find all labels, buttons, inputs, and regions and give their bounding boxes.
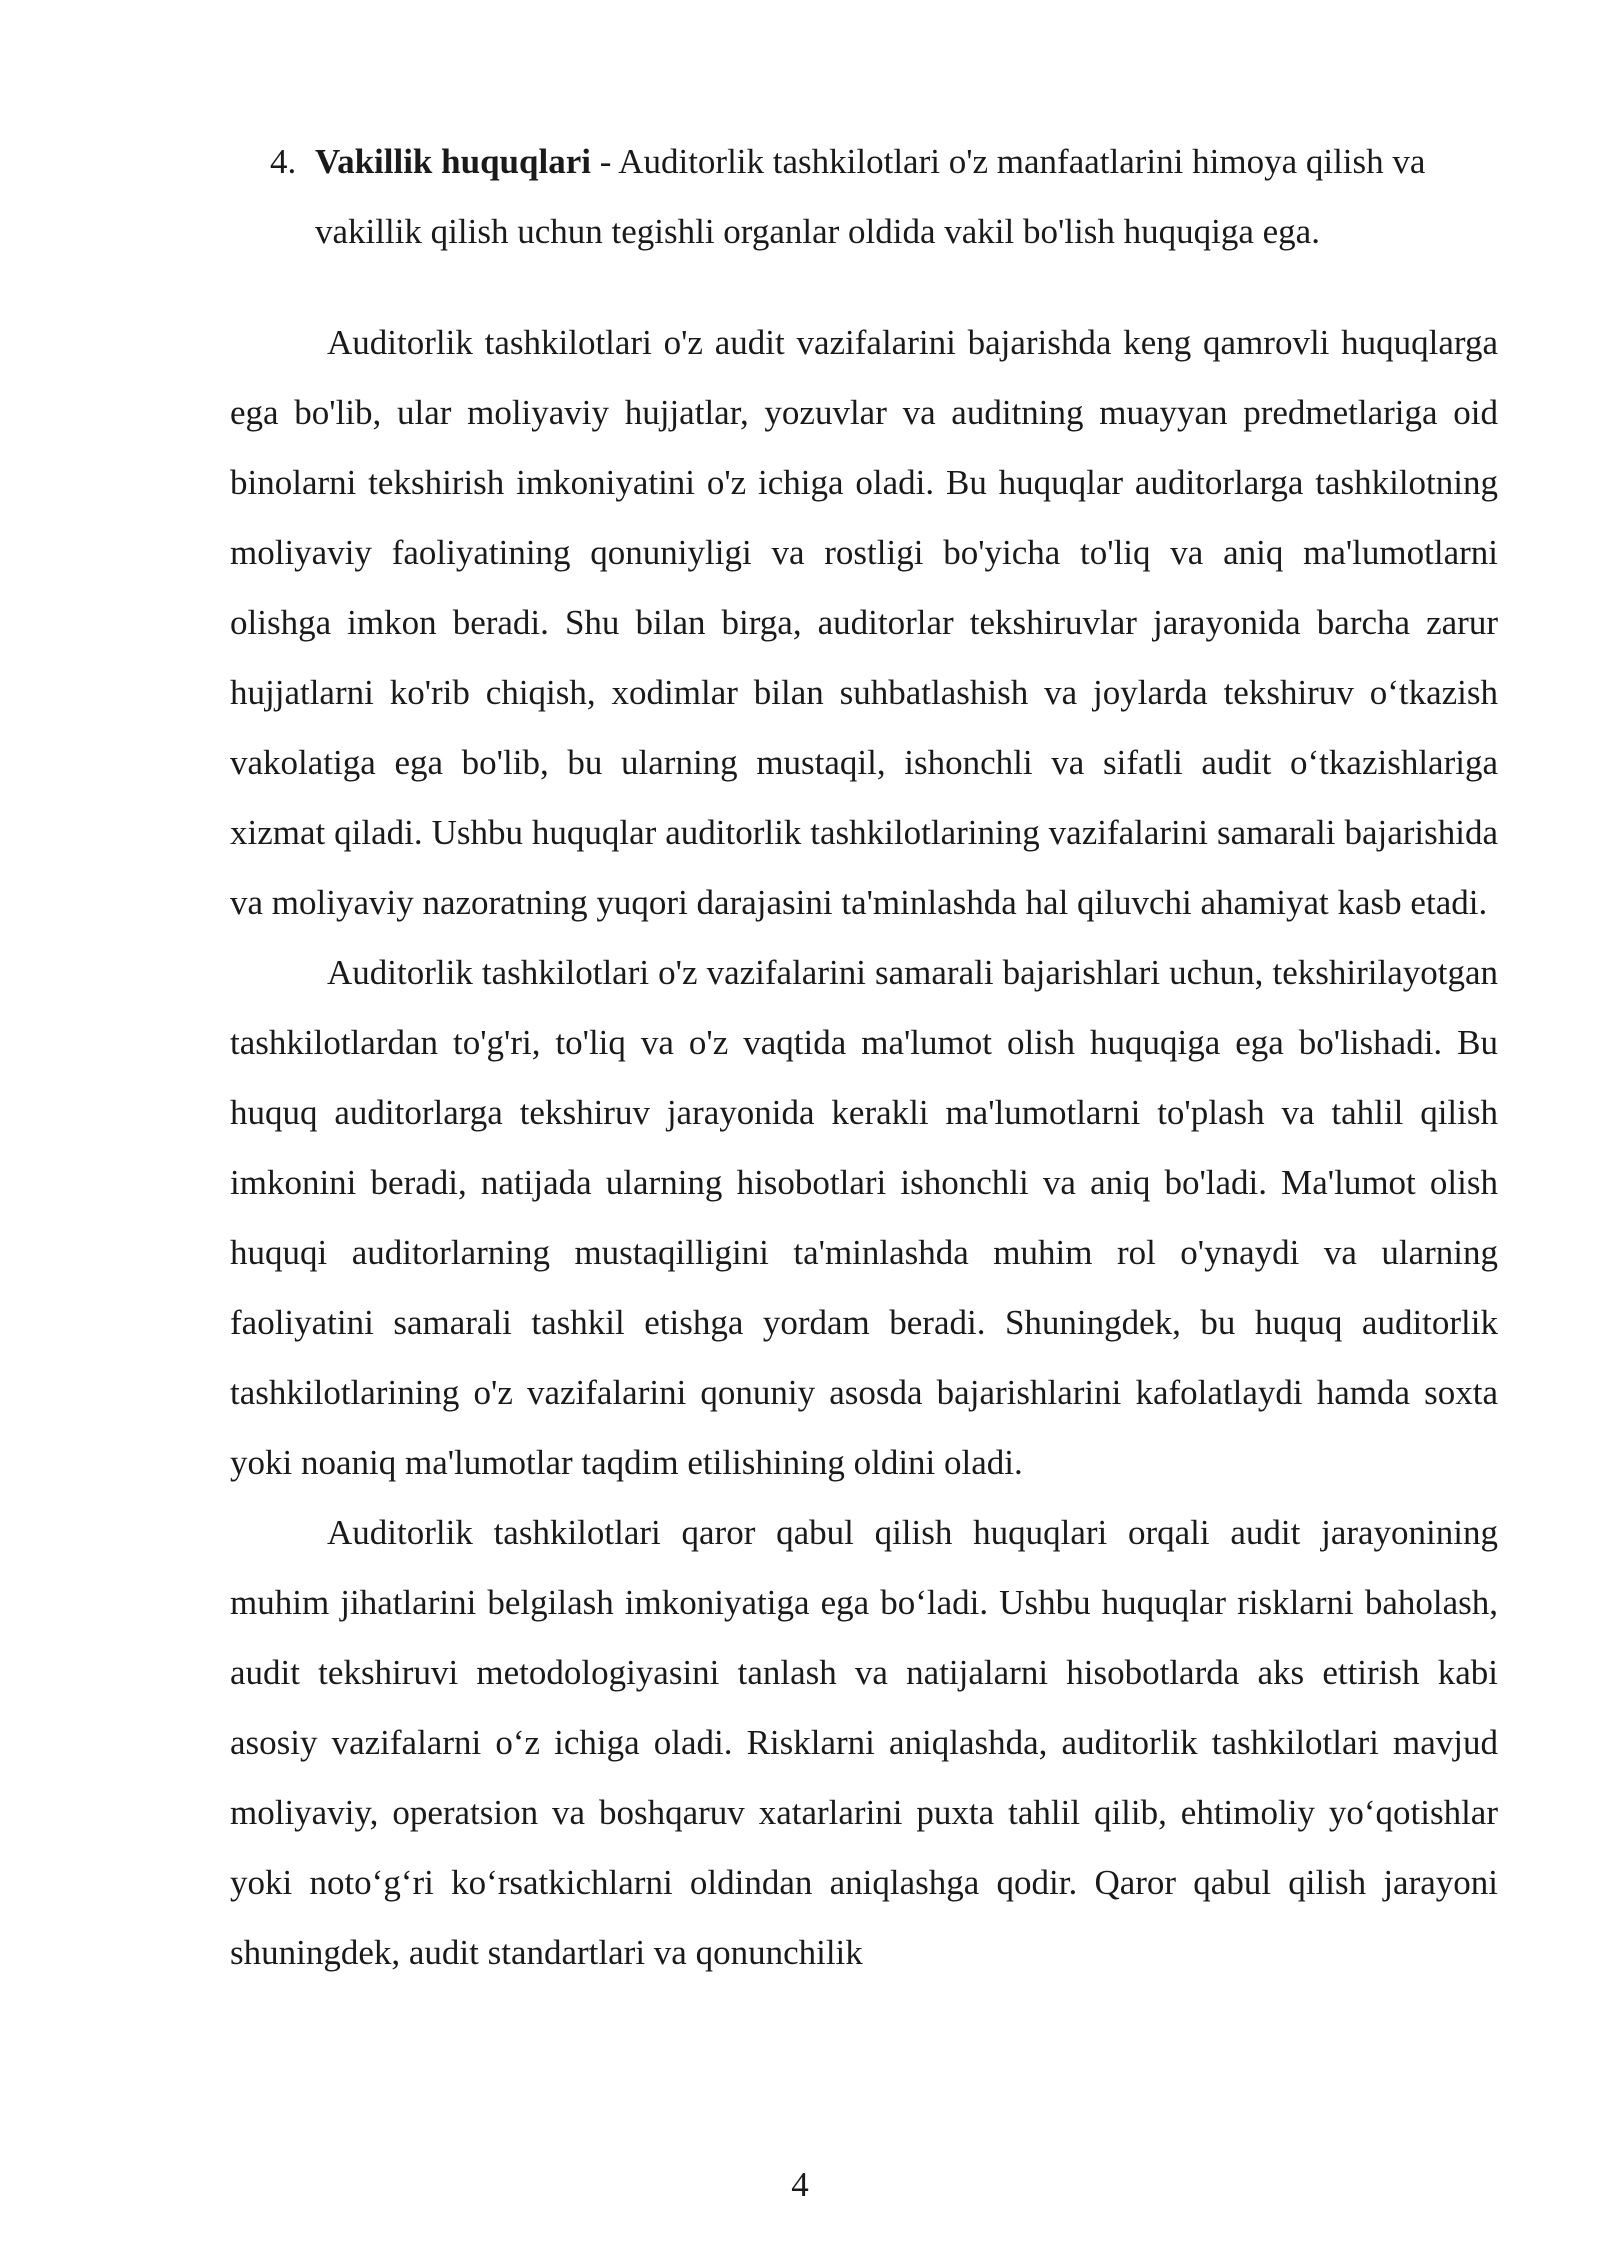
paragraph: Auditorlik tashkilotlari o'z vazifalarini samarali bajarishlari uchun, tekshirilayotgan tashkilotlardan to'g'ri, to'liq va o'z vaqtida ma'lumot olish huquqiga ega bo'lishadi. Bu huquq auditorlarga tekshiruv jarayonida kerakli ma'lumotlarni to'plash va tahlil qilish imkonini beradi, natijada ularning hisobotlari ishonchli va aniq bo'ladi. Ma'lumot olish huquqi auditorlarning mustaqilligini ta'minlashda muhim rol o'ynaydi va ularning faoliyatini samarali tashkil etishga yordam beradi. Shuningdek, bu huquq auditorlik tashkilotlarining o'z vazifalarini qonuniy asosda bajarishlarini kafolatlaydi hamda soxta yoki noaniq ma'lumotlar taqdim etilishining oldini oladi.: [230, 953, 1498, 1482]
paragraph: Auditorlik tashkilotlari qaror qabul qilish huquqlari orqali audit jarayonining muhim jihatlarini belgilash imkoniyatiga ega bo‘ladi. Ushbu huquqlar risklarni baholash, audit tekshiruvi metodologiyasini tanlash va natijalarni hisobotlarda aks ettirish kabi asosiy vazifalarni o‘z ichiga oladi. Risklarni aniqlashda, auditorlik tashkilotlari mavjud moliyaviy, operatsion va boshqaruv xatarlarini puxta tahlil qilib, ehtimoliy yo‘qotishlar yoki noto‘g‘ri ko‘rsatkichlarni oldindan aniqlashga qodir. Qaror qabul qilish jarayoni shuningdek, audit standartlari va qonunchilik: [230, 1513, 1498, 1972]
list-item-term: Vakillik huquqlari: [315, 142, 591, 181]
list-item-body: [315, 127, 1498, 267]
list-item-text: Auditorlik tashkilotlari o'z manfaatlarini himoya qilish va vakillik qilish uchun tegishli organlar oldida vakil bo'lish huquqiga ega.: [315, 142, 1426, 251]
list-item-separator: -: [590, 142, 619, 181]
body-text: [230, 308, 1498, 1988]
list-item-number: 4.: [270, 142, 297, 181]
page-number: 4: [791, 2165, 809, 2204]
numbered-list-item: [230, 127, 1498, 267]
paragraph: Auditorlik tashkilotlari o'z audit vazifalarini bajarishda keng qamrovli huquqlarga ega bo'lib, ular moliyaviy hujjatlar, yozuvlar va auditning muayyan predmetlariga oid binolarni tekshirish imkoniyatini o'z ichiga oladi. Bu huquqlar auditorlarga tashkilotning moliyaviy faoliyatining qonuniyligi va rostligi bo'yicha to'liq va aniq ma'lumotlarni olishga imkon beradi. Shu bilan birga, auditorlar tekshiruvlar jarayonida barcha zarur hujjatlarni ko'rib chiqish, xodimlar bilan suhbatlashish va joylarda tekshiruv o‘tkazish vakolatiga ega bo'lib, bu ularning mustaqil, ishonchli va sifatli audit o‘tkazishlariga xizmat qiladi. Ushbu huquqlar auditorlik tashkilotlarining vazifalarini samarali bajarishida va moliyaviy nazoratning yuqori darajasini ta'minlashda hal qiluvchi ahamiyat kasb etadi.: [230, 323, 1498, 922]
